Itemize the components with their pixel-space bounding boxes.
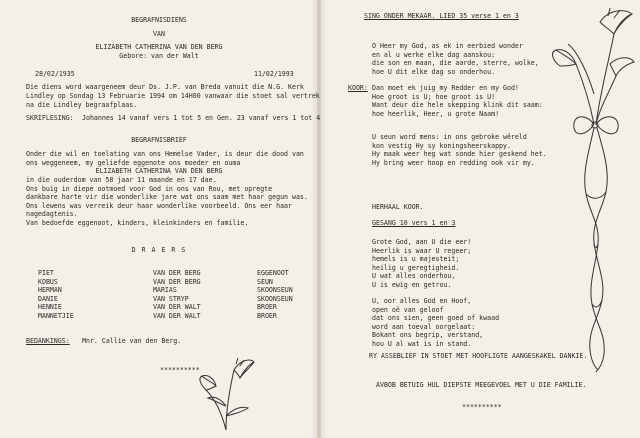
draer-rel: BROER	[257, 303, 277, 311]
koor-line: hoe heerlik, Heer, u grote Naam!	[372, 109, 500, 118]
draer-last: VAN STRYP	[153, 294, 189, 303]
song-line: en al u werke elke dag aanskou:	[372, 50, 496, 59]
draers-heading: D R A E R S	[131, 246, 187, 254]
song-line: die son en maan, die aarde, sterre, wolke,	[372, 59, 539, 67]
brief-heading: BEGRAFNISBRIEF	[131, 136, 187, 144]
skriflesing-text: Johannes 14 vanaf vers 1 tot 5 en Gen. 23 vanaf vers 1 tot 4	[82, 114, 321, 122]
gesang-line: U, oor alles God en Hoof,	[372, 297, 472, 305]
service-heading: BEGRAFNISDIENS	[131, 16, 187, 24]
date-born: 28/02/1935	[35, 70, 75, 78]
draer-rel: SKOONSEUN	[257, 294, 293, 303]
song-line: O Heer my God, as ek in eerbied wonder	[372, 42, 523, 50]
draer-rel: BROER	[257, 311, 277, 320]
notice-avbob: AVBOB BETUIG HUL DIEPSTE MEEGEVOEL MET U DIE FAMILIE.	[376, 381, 587, 389]
koor-line: Dan moet ek juig my Redder en my God!	[372, 84, 519, 92]
brief-line: in die ouderdom van 58 jaar 11 maande en 17 dae.	[26, 176, 217, 184]
van-label: VAN	[153, 30, 165, 38]
brief-line: nagedagtenis.	[26, 210, 78, 218]
brief-name: ELIZABETH CATHERINA VAN DEN BERG	[95, 167, 223, 175]
draer-last: VAN DER WALT	[153, 311, 201, 320]
song-line: U seun word mens: in ons gebroke wêreld	[372, 133, 527, 141]
right-stars: **********	[462, 403, 502, 411]
draer-first: PIET	[38, 269, 54, 277]
song-line: Hy maak weer heg wat sonde hier geskend het.	[372, 150, 547, 158]
draer-rel: SKOONSEUN	[257, 286, 293, 294]
service-line: na die Lindley begraafplaas.	[26, 101, 138, 109]
gesang-line: hemels is u majesteit;	[372, 255, 460, 263]
bedankings-label: BEDANKINGS:	[26, 337, 70, 345]
brief-line: ons weggeneem, my geliefde eggenote ons moeder en ouma	[26, 158, 241, 167]
koor-line: Want deur die hele skepping klink dit saam:	[372, 101, 543, 109]
brief-line: dankbare harte vir die wonderlike jare wat ons saam met haar gegun was.	[26, 193, 308, 201]
date-died: 11/02/1993	[254, 70, 294, 78]
brief-line: Ons lewens was verreik deur haar wonderlike voorbeeld. Ons eer haar	[26, 201, 292, 210]
service-line: Lindley op Sondag 13 Februarie 1994 om 14H00 vanwaar die stoet sal vertrek	[26, 92, 320, 100]
skriflesing-label: SKRIFLESING:	[26, 114, 74, 122]
gesang-line: U wat alles onderhou,	[372, 272, 456, 280]
lily-ribbon-ornament-icon	[548, 4, 638, 374]
draer-first: KOBUS	[38, 277, 58, 286]
deceased-name: ELIZABETH CATHERINA VAN DEN BERG	[95, 43, 223, 51]
draer-last: VAN DER BERG	[153, 277, 201, 286]
song-line: hoe U dit elke dag so onderhou.	[372, 67, 496, 76]
page-fold	[317, 0, 321, 438]
draer-first: MANNETJIE	[38, 311, 74, 320]
lily-ornament-left-icon	[196, 352, 258, 432]
gesang-line: U is ewig en getrou.	[372, 280, 452, 289]
song-heading: SING ONDER MEKAAR. LIED 35 verse 1 en 3	[364, 12, 519, 20]
draer-first: HERMAN	[38, 286, 62, 294]
gesang-line: heilig u geregtigheid.	[372, 263, 460, 272]
gesang-line: Bokant ons begrip, verstand,	[372, 331, 484, 339]
draer-last: VAN DER BERG	[153, 269, 201, 277]
gesang-line: Grote God, aan U die eer!	[372, 238, 472, 246]
draer-last: VAN DER WALT	[153, 303, 201, 311]
service-line: Die diens word waargeneem deur Ds. J.P. van Breda vanuit die N.G. Kerk	[26, 83, 304, 91]
herhaal-koor: HERHAAL KOOR.	[372, 203, 424, 211]
gesang-heading: GESANG 10 vers 1 en 3	[372, 219, 456, 227]
gesang-line: word aan toeval oorgelaat:	[372, 322, 476, 331]
draer-first: HENNIE	[38, 303, 62, 311]
gesang-line: Heerlik is waar U regeer;	[372, 246, 472, 255]
brief-line: Van bedoefde eggenoot, kinders, kleinkinders en familie.	[26, 218, 249, 227]
koor-line: Hoe groot is U; hoe groot is U!	[372, 92, 496, 101]
maiden-name: Gebore: van der Walt	[119, 52, 199, 60]
gesang-line: hou U al wat is in stand.	[372, 339, 472, 348]
draer-last: MARIAS	[153, 286, 177, 294]
gesang-line: dat ons sien, geen goed of kwaad	[372, 314, 500, 322]
draer-rel: SEUN	[257, 277, 273, 286]
bedankings-text: Mnr. Callie van den Berg.	[82, 337, 182, 345]
koor-label: KOOR:	[348, 84, 368, 92]
brief-line: Onder die wil en toelating van ons Hemelse Vader, is deur die dood van	[26, 150, 304, 158]
song-line: kon vestig Hy sy koningsheerskappy.	[372, 141, 511, 150]
brief-line: Ons buig in diepe ootmoed voor God in ons van Rou, met opregte	[26, 184, 273, 193]
left-stars: **********	[160, 366, 200, 374]
notice-headlights: RY ASSEBLIEF IN STOET MET HOOFLIGTE AANGESKAKEL DANKIE.	[369, 352, 588, 360]
draer-first: DANIE	[38, 294, 58, 303]
gesang-line: open oë van geloof	[372, 305, 444, 314]
draer-rel: EGGENOOT	[257, 269, 289, 277]
song-line: Hy bring weer hoop en redding ook vir my.	[372, 158, 535, 167]
